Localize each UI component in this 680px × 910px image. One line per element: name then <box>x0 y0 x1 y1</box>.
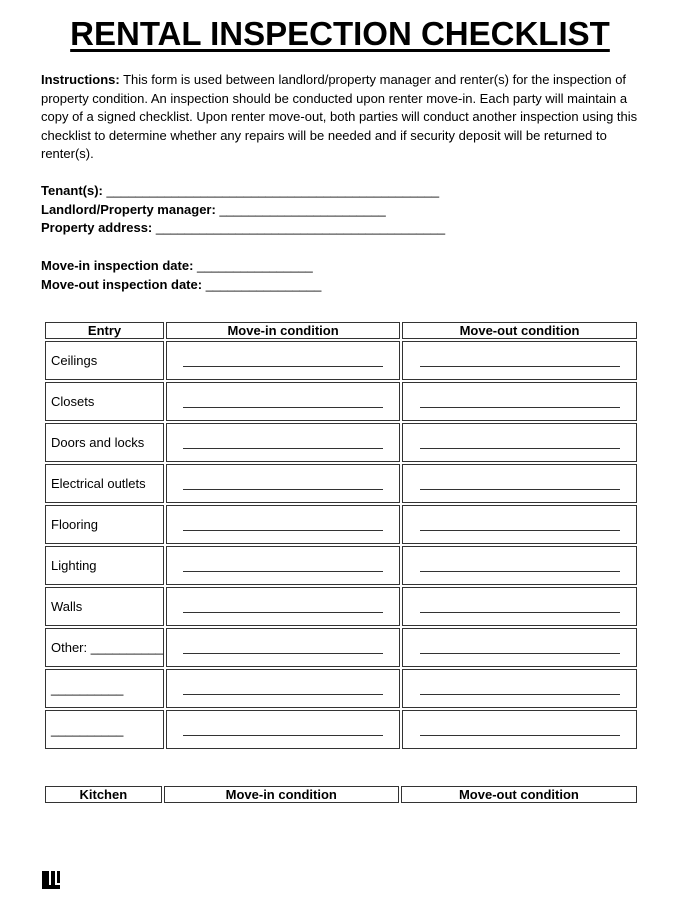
movein-line[interactable] <box>183 407 383 408</box>
table-row <box>45 423 637 462</box>
instructions-label: Instructions: <box>41 72 120 87</box>
movein-line[interactable] <box>183 448 383 449</box>
party-fields <box>41 182 445 238</box>
landlord-label: Landlord/Property manager: <box>41 201 216 217</box>
header-moveout: Move-out condition <box>402 322 637 339</box>
moveout-line-cell <box>402 628 637 667</box>
entry-label: Lighting <box>45 546 164 585</box>
moveout-line-cell <box>402 587 637 626</box>
table-row <box>45 505 637 544</box>
entry-label: Doors and locks <box>45 423 164 462</box>
address-blank[interactable]: ________________________________________ <box>155 220 446 235</box>
moveout-line[interactable] <box>420 571 620 572</box>
movein-line[interactable] <box>183 489 383 490</box>
movein-line-cell <box>166 669 400 708</box>
header-kitchen-moveout: Move-out condition <box>401 786 637 803</box>
moveout-date-blank[interactable]: ________________ <box>205 276 322 292</box>
movein-date-field[interactable] <box>41 257 321 276</box>
date-fields <box>41 257 321 294</box>
movein-line[interactable] <box>183 694 383 695</box>
header-movein: Move-in condition <box>166 322 400 339</box>
movein-line-cell <box>166 341 400 380</box>
table-row <box>45 464 637 503</box>
moveout-line[interactable] <box>420 530 620 531</box>
entry-label: Ceilings <box>45 341 164 380</box>
moveout-date-label: Move-out inspection date: <box>41 276 203 292</box>
entry-label: __________ <box>45 710 164 749</box>
movein-line-cell <box>166 505 400 544</box>
movein-line[interactable] <box>183 612 383 613</box>
movein-line-cell <box>166 710 400 749</box>
moveout-line-cell <box>402 341 637 380</box>
document-logo-icon <box>42 871 60 889</box>
movein-line[interactable] <box>183 571 383 572</box>
table-row <box>45 546 637 585</box>
movein-line[interactable] <box>183 366 383 367</box>
kitchen-table <box>43 784 639 805</box>
header-kitchen: Kitchen <box>45 786 162 803</box>
table-row <box>45 669 637 708</box>
movein-line[interactable] <box>183 735 383 736</box>
movein-line-cell <box>166 546 400 585</box>
movein-line-cell <box>166 464 400 503</box>
table-row <box>45 341 637 380</box>
header-kitchen-movein: Move-in condition <box>164 786 399 803</box>
address-field[interactable] <box>41 219 445 238</box>
entry-label: Other: __________ <box>45 628 164 667</box>
kitchen-header-row <box>45 786 637 803</box>
table-row <box>45 710 637 749</box>
moveout-line-cell <box>402 710 637 749</box>
movein-line-cell <box>166 423 400 462</box>
page-title: RENTAL INSPECTION CHECKLIST <box>70 15 610 52</box>
moveout-line-cell <box>402 464 637 503</box>
moveout-line[interactable] <box>420 694 620 695</box>
entry-label: Walls <box>45 587 164 626</box>
movein-date-label: Move-in inspection date: <box>41 258 194 273</box>
moveout-line-cell <box>402 546 637 585</box>
entry-label: Closets <box>45 382 164 421</box>
header-entry: Entry <box>45 322 164 339</box>
moveout-line-cell <box>402 423 637 462</box>
entry-label: Flooring <box>45 505 164 544</box>
tenant-label: Tenant(s): <box>41 183 103 198</box>
instructions-paragraph <box>41 71 641 164</box>
moveout-line[interactable] <box>420 735 620 736</box>
inspection-table <box>43 320 639 751</box>
landlord-blank[interactable]: _______________________ <box>219 201 386 217</box>
moveout-line[interactable] <box>420 366 620 367</box>
movein-line-cell <box>166 628 400 667</box>
table-row <box>45 587 637 626</box>
moveout-line[interactable] <box>420 489 620 490</box>
landlord-field[interactable] <box>41 201 445 220</box>
entry-label: __________ <box>45 669 164 708</box>
moveout-line-cell <box>402 382 637 421</box>
instructions-text: This form is used between landlord/property manager and renter(s) for the inspection of property condition. An inspection should be conducted upon renter move-in. Each party will maintain a copy of a signed checklist. Upon renter move-out, both parties will conduct another inspection using this checklist to determine whether any repairs will be needed and if security deposit will be returned to renter(s). <box>41 72 638 161</box>
moveout-line[interactable] <box>420 407 620 408</box>
movein-line-cell <box>166 587 400 626</box>
movein-date-blank[interactable]: ________________ <box>197 258 313 273</box>
moveout-line[interactable] <box>420 653 620 654</box>
address-label: Property address: <box>41 220 153 235</box>
tenant-blank[interactable]: ______________________________________________ <box>106 183 440 198</box>
moveout-date-field[interactable] <box>41 276 321 295</box>
moveout-line-cell <box>402 669 637 708</box>
table-row <box>45 382 637 421</box>
movein-line[interactable] <box>183 530 383 531</box>
movein-line-cell <box>166 382 400 421</box>
moveout-line[interactable] <box>420 448 620 449</box>
moveout-line-cell <box>402 505 637 544</box>
table-row <box>45 628 637 667</box>
table-header-row <box>45 322 637 339</box>
moveout-line[interactable] <box>420 612 620 613</box>
entry-label: Electrical outlets <box>45 464 164 503</box>
movein-line[interactable] <box>183 653 383 654</box>
tenant-field[interactable] <box>41 182 445 201</box>
